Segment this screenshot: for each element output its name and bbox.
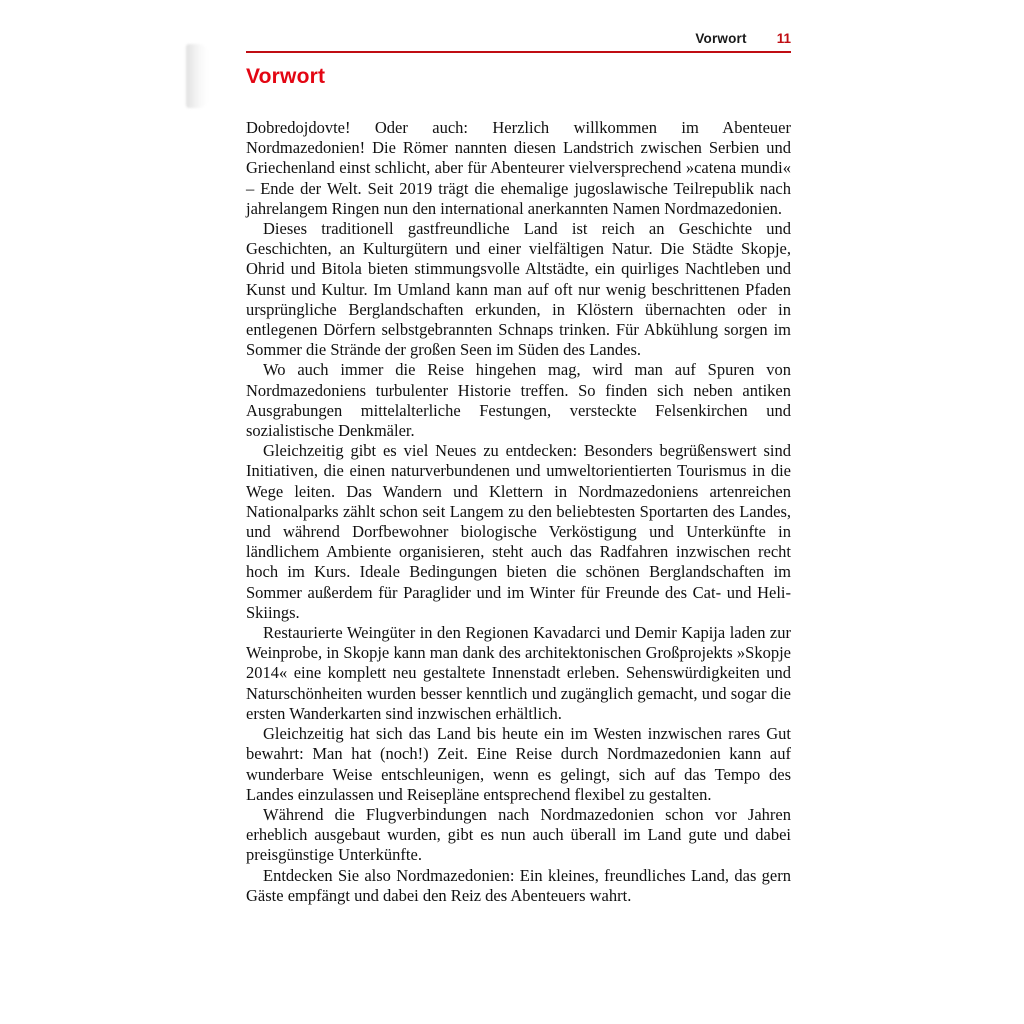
running-header — [246, 31, 791, 46]
chapter-title: Vorwort — [246, 65, 326, 88]
paragraph: Während die Flugverbindungen nach Nordmazedonien schon vor Jahren erheblich ausgebaut wurden, gibt es nun auch überall im Land gute und dabei preisgünstige Unterkünfte. — [246, 804, 791, 865]
running-header-title: Vorwort — [695, 31, 747, 46]
paragraph: Gleichzeitig hat sich das Land bis heute ein im Westen inzwischen rares Gut bewahrt: Man hat (noch!) Zeit. Eine Reise durch Nordmazedonien kann auf wunderbare Weise entschleunigen, wenn es gelingt, sich auf das Tempo des Landes einzulassen und Reisepläne entsprechend flexibel zu gestalten. — [246, 724, 791, 804]
page-edge-shadow — [186, 44, 208, 108]
paragraph: Dieses traditionell gastfreundliche Land ist reich an Geschichte und Geschichten, an Kulturgütern und einer vielfältigen Natur. Die Städte Skopje, Ohrid und Bitola bieten stimmungsvolle Altstädte, ein quirliges Nachtleben und Kunst und Kultur. Im Umland kann man auf oft nur wenig beschrittenen Pfaden ursprüngliche Berglandschaften erkunden, in Klöstern übernachten oder in entlegenen Dörfern selbstgebrannten Schnaps trinken. Für Abkühlung sorgen im Sommer die Strände der großen Seen im Süden des Landes. — [246, 219, 791, 360]
body-text — [246, 118, 791, 906]
paragraph: Wo auch immer die Reise hingehen mag, wird man auf Spuren von Nordmazedoniens turbulenter Historie treffen. So finden sich neben antiken Ausgrabungen mittelalterliche Festungen, versteckte Felsenkirchen und sozialistische Denkmäler. — [246, 360, 791, 441]
paragraph: Dobredojdovte! Oder auch: Herzlich willkommen im Abenteuer Nordmazedonien! Die Römer nannten diesen Landstrich zwischen Serbien und Griechenland einst schlicht, aber für Abenteurer vielversprechend »catena mundi« – Ende der Welt. Seit 2019 trägt die ehemalige jugoslawische Teilrepublik nach jahrelangem Ringen nun den international anerkannten Namen Nordmazedonien. — [246, 118, 791, 218]
page-number: 11 — [776, 31, 791, 46]
header-rule — [246, 51, 791, 53]
paragraph: Restaurierte Weingüter in den Regionen Kavadarci und Demir Kapija laden zur Weinprobe, in Skopje kann man dank des architektonischen Großprojekts »Skopje 2014« eine komplett neu gestaltete Innenstadt erleben. Sehenswürdigkeiten und Naturschönheiten wurden besser kenntlich und zugänglich gemacht, und sogar die ersten Wanderkarten sind inzwischen erhältlich. — [246, 623, 791, 723]
text-column — [246, 0, 791, 906]
paragraph: Gleichzeitig gibt es viel Neues zu entdecken: Besonders begrüßenswert sind Initiativen, die einen naturverbundenen und umweltorientierten Tourismus in die Wege leiten. Das Wandern und Klettern in Nordmazedoniens artenreichen Nationalparks zählt schon seit Langem zu den beliebtesten Sportarten des Landes, und während Dorfbewohner biologische Verköstigung und Unterkünfte in ländlichem Ambiente organisieren, steht auch das Radfahren inzwischen recht hoch im Kurs. Ideale Bedingungen bieten die schönen Berglandschaften im Sommer außerdem für Paraglider und im Winter für Freunde des Cat- und Heli-Skiings. — [246, 441, 791, 622]
paragraph: Entdecken Sie also Nordmazedonien: Ein kleines, freundliches Land, das gern Gäste empfängt und dabei den Reiz des Abenteuers wahrt. — [246, 865, 791, 905]
